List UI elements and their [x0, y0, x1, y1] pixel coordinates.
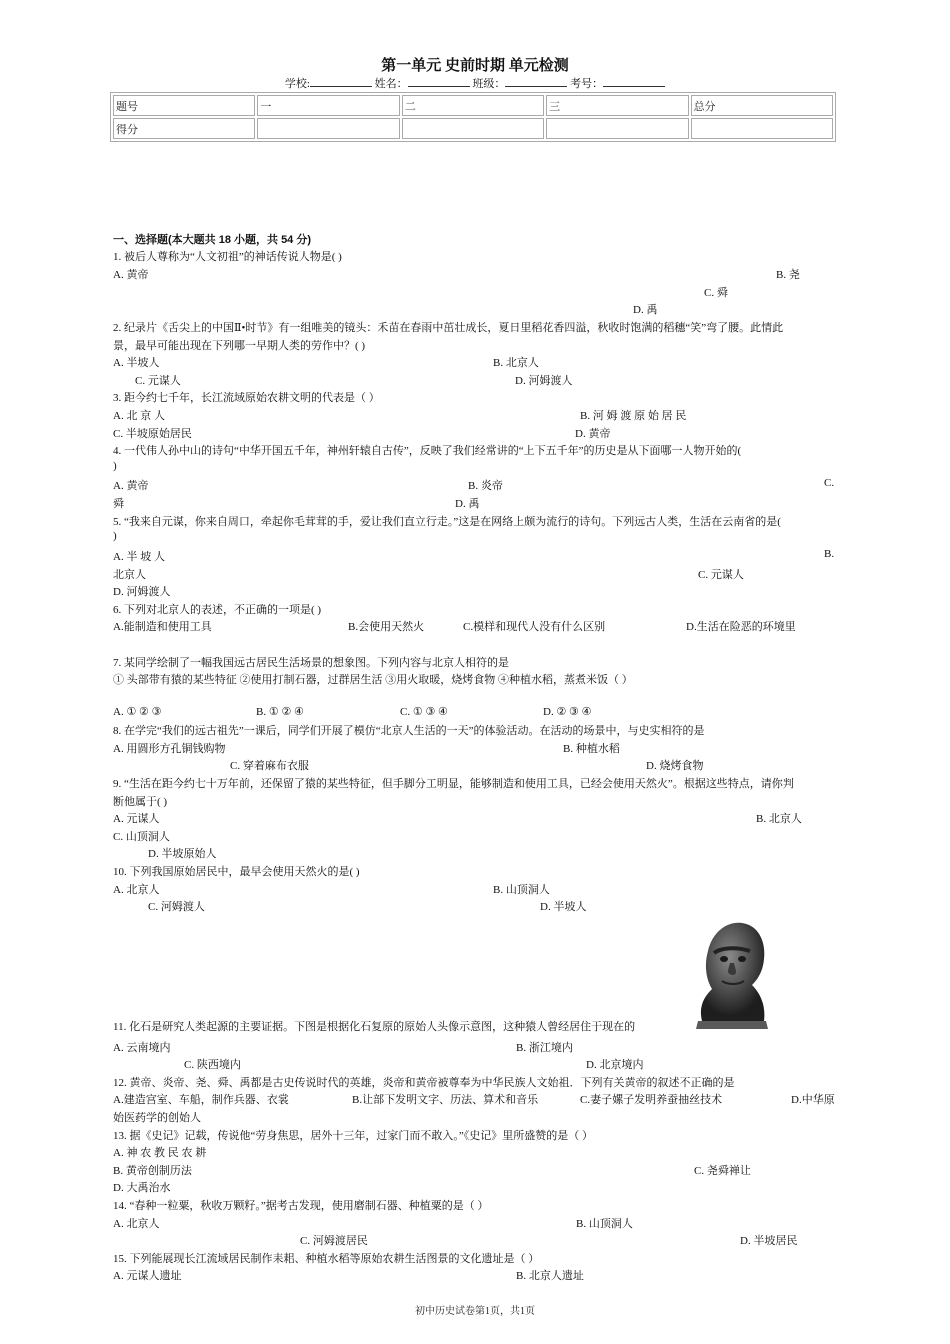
- question-stem: ): [113, 460, 117, 472]
- question-stem: ): [113, 530, 117, 542]
- option-c[interactable]: C. 舜: [704, 287, 728, 299]
- option-a[interactable]: A. 元谋人遗址: [113, 1270, 182, 1282]
- question-stem: 7. 某同学绘制了一幅我国远古居民生活场景的想象图。下列内容与北京人相符的是: [113, 657, 509, 669]
- option-d[interactable]: D. 北京境内: [586, 1059, 644, 1071]
- option-b[interactable]: B. 河 姆 渡 原 始 居 民: [580, 410, 687, 422]
- question-stem: 14. “春种一粒粟，秋收万颗籽。”据考古发现，使用磨制石器、种植粟的是（ ）: [113, 1200, 489, 1212]
- option-c-text[interactable]: 舜: [113, 498, 124, 510]
- option-a[interactable]: A. 元谋人: [113, 813, 160, 825]
- option-a[interactable]: A. 神 农 教 民 农 耕: [113, 1147, 207, 1159]
- question-stem: 15. 下列能展现长江流域居民制作耒耜、种植水稻等原始农耕生活图景的文化遗址是（ ）: [113, 1253, 540, 1265]
- score-table-score-row: [113, 118, 833, 139]
- page-footer: 初中历史试卷第1页，共1页: [415, 1306, 535, 1317]
- exam-no-label: 考号：: [570, 78, 604, 90]
- question-stem: 3. 距今约七千年，长江流域原始农耕文明的代表是（ ）: [113, 392, 380, 404]
- score-input-cell[interactable]: [546, 118, 688, 139]
- option-d[interactable]: D. 禹: [455, 498, 480, 510]
- question-stem: 1. 被后人尊称为“人文初祖”的神话传说人物是( ): [113, 251, 342, 263]
- school-blank[interactable]: [310, 76, 372, 87]
- score-table-header-row: [113, 95, 833, 116]
- option-a[interactable]: A. 半 坡 人: [113, 551, 165, 563]
- question-stem: 12. 黄帝、炎帝、尧、舜、禹都是古史传说时代的英雄，炎帝和黄帝被尊奉为中华民族人文始祖．下列有关黄帝的叙述不正确的是: [113, 1077, 735, 1089]
- option-d-text[interactable]: 始医药学的创始人: [113, 1112, 201, 1124]
- score-input-cell[interactable]: [691, 118, 833, 139]
- score-cell: 一: [257, 95, 399, 116]
- option-c[interactable]: C. 元谋人: [135, 375, 181, 387]
- question-stem: 2. 纪录片《舌尖上的中国Ⅱ•时节》有一组唯美的镜头：禾苗在春雨中茁壮成长，夏日里稻花香四溢，秋收时饱满的稻穗“笑”弯了腰。此情此: [113, 322, 784, 334]
- option-a[interactable]: A. 半坡人: [113, 357, 160, 369]
- option-d[interactable]: D. 河姆渡人: [515, 375, 573, 387]
- option-b[interactable]: B. 北京人遗址: [516, 1270, 584, 1282]
- score-cell: 题号: [113, 95, 255, 116]
- exam-no-blank[interactable]: [603, 76, 665, 87]
- option-d[interactable]: D. 黄帝: [575, 428, 611, 440]
- option-d[interactable]: D. 半坡人: [540, 901, 587, 913]
- question-stem: 11. 化石是研究人类起源的主要证据。下图是根据化石复原的原始人头像示意图，这种猿人曾经居住于现在的: [113, 1021, 636, 1033]
- option-b[interactable]: B.让部下发明文字、历法、算术和音乐: [352, 1094, 539, 1106]
- class-blank[interactable]: [505, 76, 567, 87]
- option-c[interactable]: C. 陕西境内: [184, 1059, 241, 1071]
- option-c[interactable]: C.妻子嫘子发明养蚕抽丝技术: [580, 1094, 723, 1106]
- question-stem: 8. 在学完“我们的远古祖先”一课后，同学们开展了模仿“北京人生活的一天”的体验活动。在活动的场景中，与史实相符的是: [113, 725, 705, 737]
- option-b[interactable]: B. ① ② ④: [256, 706, 304, 718]
- option-c[interactable]: C. 穿着麻布衣服: [230, 760, 309, 772]
- question-stem: 断他属于( ): [113, 796, 168, 808]
- option-a[interactable]: A.能制造和使用工具: [113, 621, 212, 633]
- hominid-bust-icon: [688, 913, 770, 1031]
- option-b[interactable]: B. 北京人: [756, 813, 802, 825]
- name-blank[interactable]: [408, 76, 470, 87]
- option-c[interactable]: C. 河姆渡人: [148, 901, 205, 913]
- option-a[interactable]: A. 云南境内: [113, 1042, 171, 1054]
- option-c[interactable]: C.模样和现代人没有什么区别: [463, 621, 606, 633]
- option-b[interactable]: B.: [824, 548, 835, 560]
- option-a[interactable]: A. ① ② ③: [113, 706, 162, 718]
- option-d[interactable]: D. 大禹治水: [113, 1182, 171, 1194]
- score-cell: 得分: [113, 118, 255, 139]
- option-c[interactable]: C. 山顶洞人: [113, 831, 170, 843]
- option-b[interactable]: B. 浙江境内: [516, 1042, 573, 1054]
- question-stem: 9. “生活在距今约七十万年前，还保留了猿的某些特征，但手脚分工明显，能够制造和使用工具，已经会使用天然火”。根据这些特点，请你判: [113, 778, 794, 790]
- option-c[interactable]: C. 河姆渡居民: [300, 1235, 368, 1247]
- option-a[interactable]: A. 黄帝: [113, 269, 149, 281]
- option-b-text[interactable]: 北京人: [113, 569, 146, 581]
- option-b[interactable]: B. 北京人: [493, 357, 539, 369]
- question-stem: 13. 据《史记》记载，传说他“劳身焦思，居外十三年，过家门而不敢入。”《史记》里所盛赞的是（ ）: [113, 1130, 594, 1142]
- option-d[interactable]: D. 半坡居民: [740, 1235, 798, 1247]
- question-stem: 6. 下列对北京人的表述，不正确的一项是( ): [113, 604, 322, 616]
- option-a[interactable]: A. 北 京 人: [113, 410, 165, 422]
- question-stem: 5. “我来自元谋，你来自周口，牵起你毛茸茸的手，爱让我们直立行走。”这是在网络上颇为流行的诗句。下列远古人类，生活在云南省的是(: [113, 516, 781, 528]
- option-c[interactable]: C. ① ③ ④: [400, 706, 448, 718]
- question-stem: 景，最早可能出现在下列哪一早期人类的劳作中？( ): [113, 340, 366, 352]
- name-label: 姓名：: [374, 78, 408, 90]
- option-a[interactable]: A. 北京人: [113, 884, 160, 896]
- option-a[interactable]: A.建造宫室、车船，制作兵器、衣裳: [113, 1094, 289, 1106]
- option-d[interactable]: D. ② ③ ④: [543, 706, 592, 718]
- option-d[interactable]: D. 半坡原始人: [148, 848, 217, 860]
- option-c[interactable]: C. 半坡原始居民: [113, 428, 192, 440]
- option-b[interactable]: B. 尧: [776, 269, 800, 281]
- score-cell: 三: [546, 95, 688, 116]
- option-d[interactable]: D.生活在险恶的环境里: [686, 621, 796, 633]
- option-d[interactable]: D.中华原: [791, 1094, 835, 1106]
- student-info-line: [0, 75, 950, 91]
- score-input-cell[interactable]: [257, 118, 399, 139]
- option-a[interactable]: A. 北京人: [113, 1218, 160, 1230]
- option-c[interactable]: C.: [824, 477, 835, 489]
- option-a[interactable]: A. 黄帝: [113, 480, 149, 492]
- option-a[interactable]: A. 用圆形方孔铜钱购物: [113, 743, 226, 755]
- score-table: [110, 92, 836, 142]
- option-b[interactable]: B. 种植水稻: [563, 743, 620, 755]
- score-cell: 二: [402, 95, 544, 116]
- school-label: 学校:: [284, 78, 310, 90]
- class-label: 班级：: [472, 78, 506, 90]
- option-b[interactable]: B. 炎帝: [468, 480, 503, 492]
- option-b[interactable]: B. 山顶洞人: [576, 1218, 633, 1230]
- section-title: 一、选择题(本大题共 18 小题，共 54 分): [113, 234, 312, 246]
- option-c[interactable]: C. 尧舜禅让: [694, 1165, 751, 1177]
- question-stem: 4. 一代伟人孙中山的诗句“中华开国五千年，神州轩辕自古传”，反映了我们经常讲的“上下五千年”的历史是从下面哪一人物开始的(: [113, 445, 742, 457]
- question-stem: ① 头部带有猿的某些特征 ②使用打制石器，过群居生活 ③用火取暖，烧烤食物 ④种植水稻，蒸煮米饭（ ）: [113, 674, 633, 686]
- score-cell: 总分: [691, 95, 833, 116]
- option-b[interactable]: B. 黄帝创制历法: [113, 1165, 192, 1177]
- page-title: 第一单元 史前时期 单元检测: [381, 58, 569, 74]
- question-stem: 10. 下列我国原始居民中，最早会使用天然火的是( ): [113, 866, 360, 878]
- option-d[interactable]: D. 河姆渡人: [113, 586, 171, 598]
- option-d[interactable]: D. 烧烤食物: [646, 760, 704, 772]
- option-b[interactable]: B.会使用天然火: [348, 621, 425, 633]
- option-c[interactable]: C. 元谋人: [698, 569, 744, 581]
- option-d[interactable]: D. 禹: [633, 304, 658, 316]
- option-b[interactable]: B. 山顶洞人: [493, 884, 550, 896]
- score-input-cell[interactable]: [402, 118, 544, 139]
